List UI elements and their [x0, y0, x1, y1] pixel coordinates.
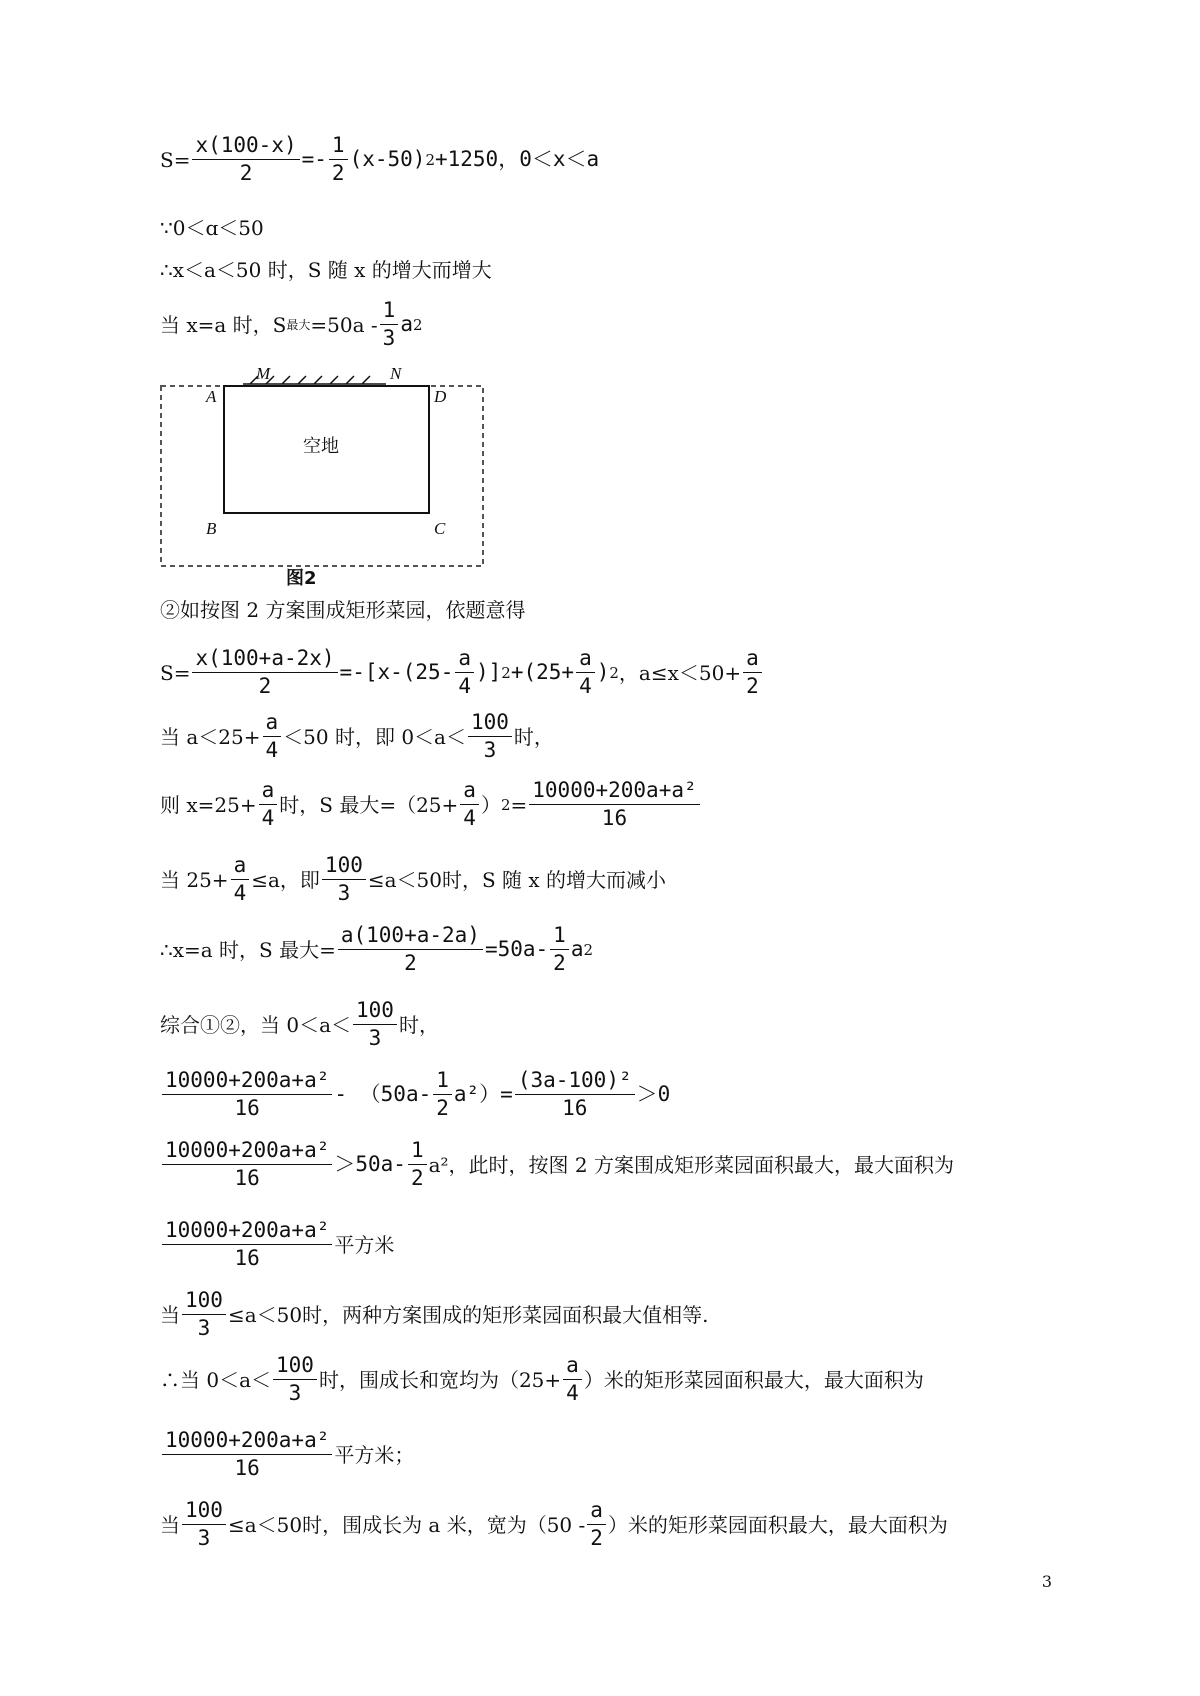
numerator: 10000+200a+a² [529, 780, 699, 805]
fraction [468, 712, 512, 761]
text: ）米的矩形菜园面积最大，最大面积为 [583, 1367, 924, 1392]
numerator: a [587, 1500, 606, 1525]
denominator: 4 [566, 1381, 579, 1405]
fraction [353, 1000, 397, 1049]
text: 时， [513, 724, 554, 749]
denominator: 2 [404, 951, 417, 975]
fraction [433, 1070, 452, 1119]
text: =- [301, 147, 327, 171]
fraction [162, 1220, 332, 1269]
numerator: 100 [182, 1500, 226, 1525]
label-b: B [206, 519, 217, 538]
fraction [182, 1290, 226, 1339]
formula-line-14 [160, 1220, 394, 1269]
formula-line-6: S= $\frac{x(100+a-2x)}{2}$ =-[x-(25- $\frac{a}{4}$ )] 2 +(25+ $\frac{a}{4}$ ) 2 ，a≤x＜50+ $\frac{a}{2}$ [160, 648, 764, 697]
denominator: 3 [288, 1381, 302, 1405]
fraction [329, 135, 348, 184]
fraction [529, 780, 699, 829]
denominator: 3 [368, 1026, 382, 1050]
fraction [273, 1355, 317, 1404]
denominator: 2 [410, 1166, 424, 1190]
numerator: 100 [273, 1355, 317, 1380]
text: - （50a- [334, 1082, 432, 1106]
denominator: 16 [234, 1096, 260, 1120]
fraction [587, 1500, 606, 1549]
fraction [231, 855, 250, 904]
numerator: 1 [408, 1140, 427, 1165]
text-line-2: ∵0＜ɑ＜50 [160, 216, 264, 240]
text: 则 x=25+ [160, 792, 257, 817]
fraction [743, 648, 762, 697]
numerator: x(100+a-2x) [192, 648, 337, 673]
numerator: (3a-100)² [515, 1070, 635, 1095]
denominator: 2 [436, 1096, 449, 1120]
denominator: 3 [382, 326, 396, 350]
label-a: A [206, 387, 217, 406]
denominator: 16 [562, 1096, 588, 1120]
denominator: 3 [197, 1316, 211, 1340]
text: )] [476, 660, 502, 684]
text: ）米的矩形菜园面积最大，最大面积为 [607, 1512, 948, 1537]
text: a²）= [453, 1082, 513, 1106]
fraction [162, 1140, 332, 1189]
fraction [259, 780, 278, 829]
numerator: 1 [433, 1070, 452, 1095]
formula-line-7 [160, 712, 554, 761]
numerator: 10000+200a+a² [162, 1430, 332, 1455]
text: (x-50) [349, 147, 426, 171]
denominator: 16 [234, 1166, 260, 1190]
text: ，a≤x＜50+ [618, 660, 742, 685]
fraction [408, 1140, 427, 1189]
numerator: a [231, 855, 250, 880]
label-n: N [390, 364, 402, 383]
subscript: 最大 [286, 317, 311, 332]
fraction [460, 780, 479, 829]
text: ） [480, 792, 501, 817]
text: S= [160, 660, 191, 685]
formula-line-17 [160, 1430, 414, 1479]
text: 当 a＜25+ [160, 724, 261, 749]
text: ∴x=a 时，S 最大= [160, 937, 336, 962]
label-c: C [434, 519, 446, 538]
fraction [563, 1355, 582, 1404]
fraction [162, 1070, 332, 1119]
fraction [515, 1070, 635, 1119]
dashed-boundary [161, 386, 483, 566]
formula-line-1: S= $\frac{x(100-x)}{2}$ =- $\frac{1}{2}$ (x-50) 2 +1250，0＜x＜a [160, 133, 600, 185]
text: +1250，0＜x＜a [434, 147, 600, 171]
numerator: x(100-x) [192, 135, 299, 160]
figure-caption: 图2 [286, 568, 317, 589]
figure-2 [158, 362, 488, 592]
formula-line-15 [160, 1290, 708, 1339]
text: ) [596, 660, 610, 684]
denominator: 16 [601, 806, 628, 830]
numerator: 10000+200a+a² [162, 1220, 332, 1245]
text: ＞50a- [334, 1152, 406, 1176]
text: 时，S 最大=（25+ [279, 792, 459, 817]
label-d: D [434, 387, 447, 406]
fraction [455, 648, 474, 697]
text: +(25+ [510, 660, 575, 684]
fraction [263, 712, 282, 761]
fraction [162, 1430, 332, 1479]
fraction [192, 648, 337, 697]
numerator: a [263, 712, 282, 737]
numerator: 100 [322, 855, 366, 880]
text: ≤a＜50时，两种方案围成的矩形菜园面积最大值相等. [227, 1302, 709, 1327]
numerator: 10000+200a+a² [162, 1070, 332, 1095]
denominator: 2 [553, 951, 566, 975]
denominator: 3 [197, 1526, 211, 1550]
denominator: 4 [261, 806, 275, 830]
text: ＞0 [636, 1082, 671, 1106]
text: S= [160, 147, 191, 172]
text: 当 x=a 时，S [160, 312, 287, 337]
text: 平方米； [334, 1442, 415, 1467]
denominator: 3 [337, 881, 351, 905]
denominator: 2 [239, 161, 253, 185]
text: a [400, 312, 413, 336]
numerator: 100 [353, 1000, 397, 1025]
fraction [550, 925, 569, 974]
denominator: 2 [331, 161, 345, 185]
numerator: 100 [182, 1290, 226, 1315]
fraction [182, 1500, 226, 1549]
text: =50a- [484, 937, 549, 961]
fraction [380, 300, 399, 349]
denominator: 4 [458, 674, 471, 698]
fraction [338, 925, 483, 974]
fraction [192, 135, 299, 184]
numerator: a [455, 648, 474, 673]
text: =50a - [310, 312, 378, 337]
numerator: 1 [380, 300, 399, 325]
label-m: M [256, 364, 271, 383]
numerator: 1 [329, 135, 348, 160]
text: 当 [160, 1512, 180, 1537]
text-line-5: ②如按图 2 方案围成矩形菜园，依题意得 [160, 598, 526, 622]
formula-line-10: ∴x=a 时，S 最大= $\frac{a(100+a-2a)}{2}$ =50a- $\frac{1}{2}$ a 2 [160, 923, 594, 975]
formula-line-11 [160, 1000, 439, 1049]
text: ≤a＜50时，S 随 x 的增大而减小 [367, 867, 667, 892]
numerator: a [576, 648, 595, 673]
text-line-3: ∴x＜a＜50 时，S 随 x 的增大而增大 [160, 258, 492, 282]
formula-line-18 [160, 1500, 948, 1549]
numerator: 100 [468, 712, 512, 737]
text: =-[x-(25- [339, 660, 454, 684]
fraction [576, 648, 595, 697]
formula-line-16 [160, 1355, 924, 1404]
numerator: a [460, 780, 479, 805]
text: a²，此时，按图 2 方案围成矩形菜园面积最大，最大面积为 [428, 1152, 954, 1177]
numerator: 10000+200a+a² [162, 1140, 332, 1165]
denominator: 16 [234, 1456, 260, 1480]
fraction [322, 855, 366, 904]
inner-label: 空地 [303, 436, 339, 457]
text: 当 [160, 1302, 180, 1327]
text: 时，围成长和宽均为（25+ [318, 1367, 562, 1392]
numerator: a [259, 780, 278, 805]
text: ∴当 0＜a＜ [160, 1367, 272, 1392]
formula-line-4: 当 x=a 时，S 最大 =50a - $\frac{1}{3}$ a 2 [160, 298, 423, 350]
denominator: 3 [483, 738, 497, 762]
text: ≤a，即 [251, 867, 320, 892]
numerator: 1 [550, 925, 569, 950]
text: ≤a＜50时，围成长为 a 米，宽为（50 - [227, 1512, 586, 1537]
page-number: 3 [1041, 1572, 1052, 1591]
denominator: 4 [463, 806, 476, 830]
formula-line-12 [160, 1070, 670, 1119]
numerator: a [743, 648, 762, 673]
formula-line-13 [160, 1140, 954, 1189]
denominator: 4 [579, 674, 592, 698]
denominator: 4 [265, 738, 279, 762]
text: 当 25+ [160, 867, 229, 892]
text: a [570, 937, 584, 961]
text: 平方米 [334, 1232, 395, 1257]
text: 时， [398, 1012, 439, 1037]
text: = [510, 792, 528, 817]
denominator: 4 [233, 881, 247, 905]
formula-line-8: 则 x=25+ $\frac{a}{4}$ 时，S 最大=（25+ $\frac{a}{4}$ ） 2 = $\frac{\text{10000+200a+a²}}{16}$ [160, 780, 702, 829]
denominator: 2 [590, 1526, 603, 1550]
text: 综合①②，当 0＜a＜ [160, 1012, 352, 1037]
text: ＜50 时，即 0＜a＜ [283, 724, 466, 749]
numerator: a [563, 1355, 582, 1380]
numerator: a(100+a-2a) [338, 925, 483, 950]
denominator: 2 [746, 674, 759, 698]
denominator: 16 [234, 1246, 260, 1270]
denominator: 2 [258, 674, 272, 698]
formula-line-9 [160, 855, 666, 904]
